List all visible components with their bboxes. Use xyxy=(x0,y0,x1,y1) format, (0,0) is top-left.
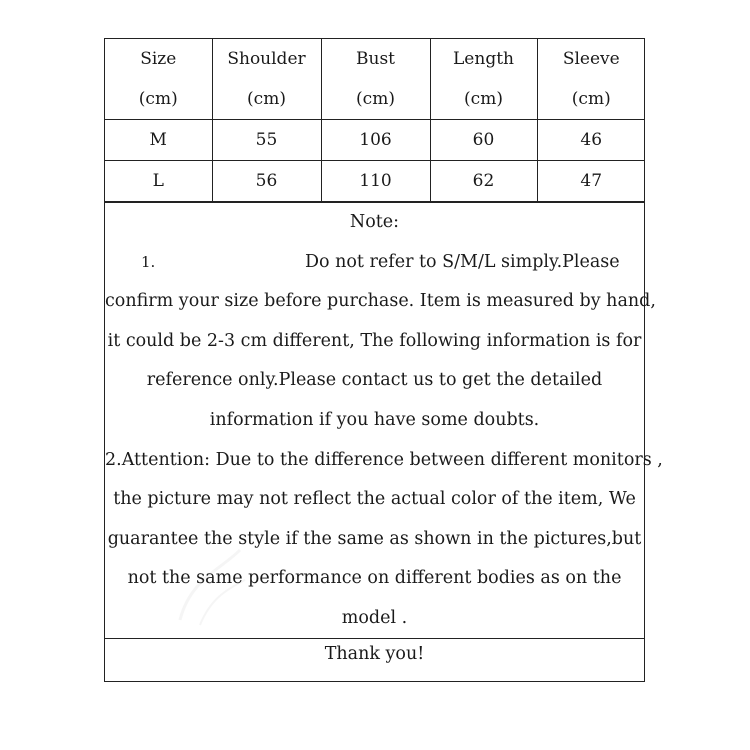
note-line: information if you have some doubts. xyxy=(209,409,540,430)
note-line: 2.Attention: Due to the difference between different monitors , xyxy=(105,449,663,470)
header-label: Shoulder xyxy=(227,49,306,69)
header-bust xyxy=(321,39,430,120)
cell-size: M xyxy=(105,120,212,161)
header-length xyxy=(430,39,537,120)
thank-you-text: Thank you! xyxy=(324,644,425,664)
header-size xyxy=(105,39,212,120)
note-line: the picture may not reflect the actual color of the item, We xyxy=(113,489,636,510)
note-line: confirm your size before purchase. Item is measured by hand, xyxy=(105,291,656,312)
cell-bust: 110 xyxy=(321,161,430,202)
header-label: Length xyxy=(453,49,514,69)
header-label: Size xyxy=(140,49,177,69)
header-unit: (cm) xyxy=(571,89,611,109)
cell-shoulder: 56 xyxy=(212,161,321,202)
table-row xyxy=(105,161,645,202)
note-line: guarantee the style if the same as shown in the pictures,but xyxy=(107,528,642,549)
header-unit: (cm) xyxy=(464,89,503,109)
note-item-1-first-line xyxy=(105,243,644,283)
header-shoulder xyxy=(212,39,321,120)
note-line: not the same performance on different bodies as on the xyxy=(127,568,622,589)
cell-sleeve: 46 xyxy=(537,120,645,161)
header-unit: (cm) xyxy=(356,89,395,109)
note-line: reference only.Please contact us to get the detailed xyxy=(146,370,603,391)
header-sleeve xyxy=(537,39,645,120)
note-item-text: Do not refer to S/M/L simply.Please xyxy=(305,251,620,272)
cell-shoulder: 55 xyxy=(212,120,321,161)
cell-length: 60 xyxy=(430,120,537,161)
size-chart-document xyxy=(104,38,663,682)
note-line: model . xyxy=(341,607,408,628)
cell-sleeve: 47 xyxy=(537,161,645,202)
header-unit: (cm) xyxy=(247,89,286,109)
note-section xyxy=(105,202,663,639)
header-unit: (cm) xyxy=(138,89,178,109)
size-table xyxy=(105,39,645,202)
cell-size: L xyxy=(105,161,212,202)
table-header-row xyxy=(105,39,645,120)
cell-bust: 106 xyxy=(321,120,430,161)
note-line: it could be 2-3 cm different, The following information is for xyxy=(107,330,642,351)
note-title: Note: xyxy=(349,212,400,232)
header-label: Sleeve xyxy=(562,49,620,69)
note-item-number: 1. xyxy=(141,252,156,271)
table-row xyxy=(105,120,645,161)
header-label: Bust xyxy=(356,49,395,69)
cell-length: 62 xyxy=(430,161,537,202)
